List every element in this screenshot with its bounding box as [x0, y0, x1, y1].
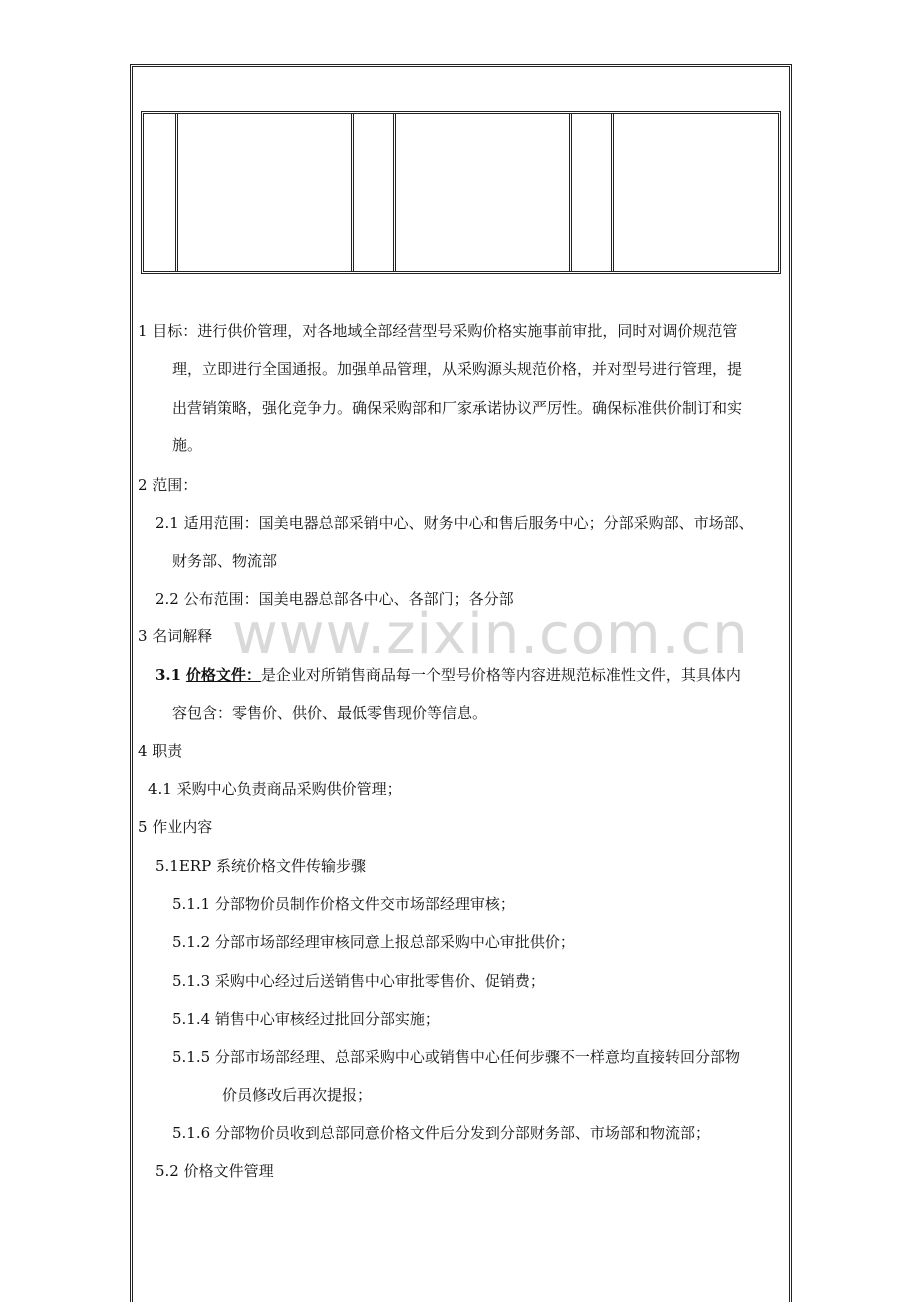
- section-1-text: 1 目标：进行供价管理，对各地域全部经营型号采购价格实施事前审批，同时对调价规范管: [138, 322, 738, 340]
- section-3-1-text: [155, 664, 741, 686]
- section-4-heading: 4 职责: [138, 742, 183, 760]
- section-5-1-1-text: 5.1.1 分部物价员制作价格文件交市场部经理审核；: [172, 895, 515, 913]
- section-1-text: 理，立即进行全国通报。加强单品管理，从采购源头规范价格，并对型号进行管理，提: [172, 360, 743, 378]
- section-5-1-3-text: 5.1.3 采购中心经过后送销售中心审批零售价、促销费；: [172, 972, 545, 990]
- section-2-2-text: 2.2 公布范围：国美电器总部各中心、各部门；各分部: [155, 590, 514, 608]
- section-2-heading: 2 范围：: [138, 476, 198, 494]
- header-cell-3: [351, 114, 354, 271]
- section-3-heading: 3 名词解释: [138, 627, 213, 645]
- header-cell-6: [611, 114, 614, 271]
- watermark: www.zixin.com.cn: [232, 602, 749, 667]
- section-3-1-text: 容包含：零售价、供价、最低零售现价等信息。: [172, 704, 488, 722]
- section-3-1-number: 3.1: [155, 666, 182, 684]
- section-1-text: 施。: [172, 436, 203, 454]
- header-cell-2: [175, 114, 178, 271]
- section-1-text: 出营销策略，强化竞争力。确保采购部和厂家承诺协议严厉性。确保标准供价制订和实: [172, 399, 743, 417]
- section-5-1-2-text: 5.1.2 分部市场部经理审核同意上报总部采购中心审批供价；: [172, 933, 575, 951]
- section-5-2-heading: 5.2 价格文件管理: [155, 1162, 274, 1180]
- header-cell-4: [393, 114, 396, 271]
- section-4-1-text: 4.1 采购中心负责商品采购供价管理；: [148, 780, 402, 798]
- header-table: [141, 111, 781, 274]
- section-5-heading: 5 作业内容: [138, 818, 213, 836]
- section-5-1-6-text: 5.1.6 分部物价员收到总部同意价格文件后分发到分部财务部、市场部和物流部；: [172, 1124, 710, 1142]
- section-3-1-definition: 是企业对所销售商品每一个型号价格等内容进规范标准性文件，其具体内: [260, 666, 741, 684]
- term-price-document: 价格文件：: [185, 666, 261, 684]
- header-cell-5: [569, 114, 572, 271]
- section-5-1-4-text: 5.1.4 销售中心审核经过批回分部实施；: [172, 1010, 440, 1028]
- section-2-1-text: 2.1 适用范围：国美电器总部采销中心、财务中心和售后服务中心；分部采购部、市场部、: [155, 514, 754, 532]
- section-2-1-text: 财务部、物流部: [172, 552, 278, 570]
- section-5-1-5-text: 价员修改后再次提报；: [222, 1086, 373, 1104]
- section-5-1-heading: 5.1ERP 系统价格文件传输步骤: [155, 857, 366, 875]
- section-5-1-5-text: 5.1.5 分部市场部经理、总部采购中心或销售中心任何步骤不一样意均直接转回分部物: [172, 1048, 740, 1066]
